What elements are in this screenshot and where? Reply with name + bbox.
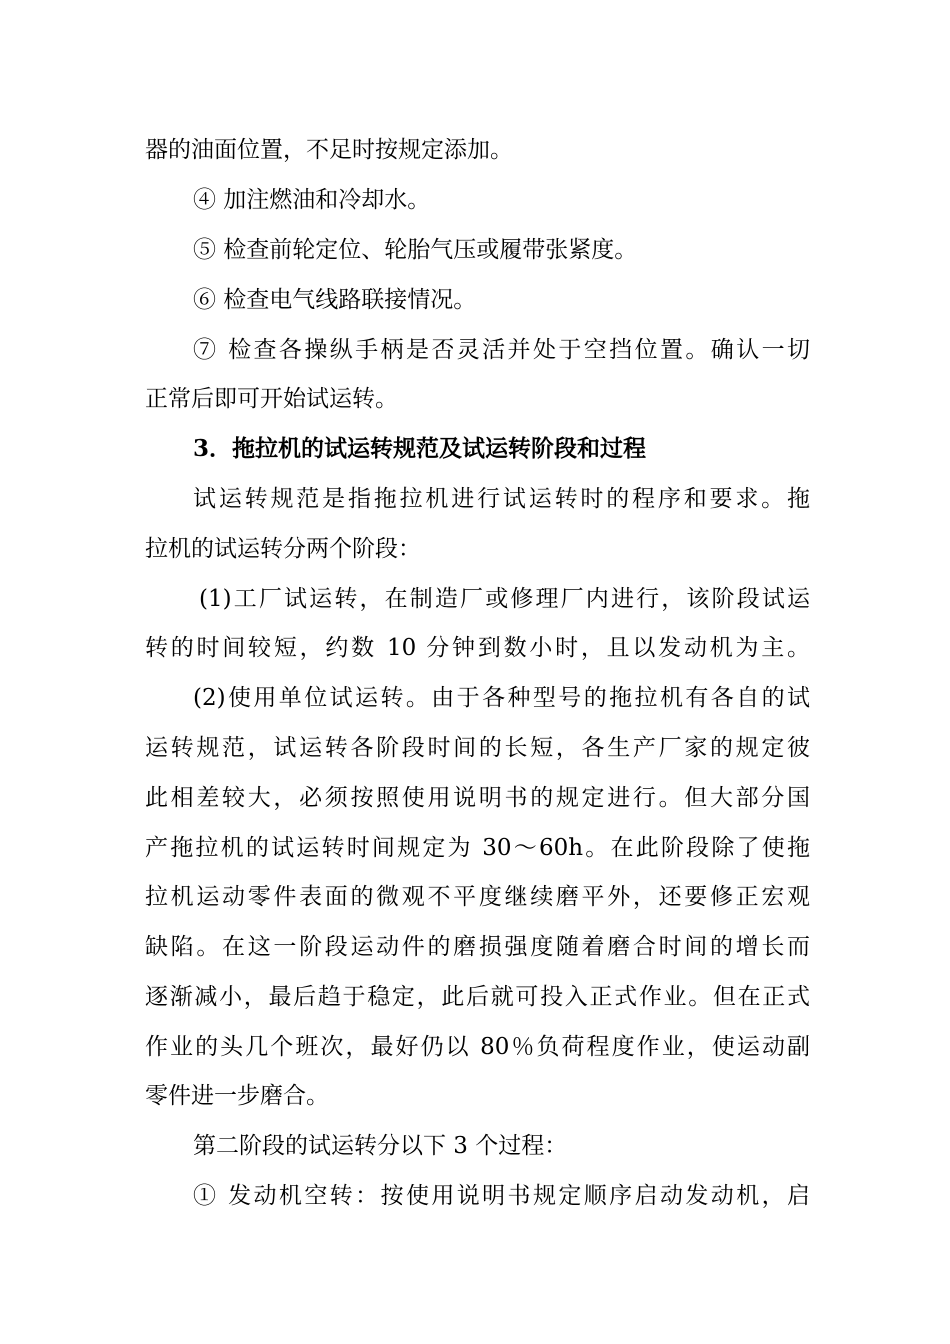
stage-2-line-3: 此相差较大，必须按照使用说明书的规定进行。但大部分国	[145, 785, 810, 811]
list-item-6: ⑥ 检查电气线路联接情况。	[193, 287, 477, 313]
stage-2-line-1: (2)使用单位试运转。由于各种型号的拖拉机有各自的试	[193, 685, 810, 711]
stage-2-line-6: 缺陷。在这一阶段运动件的磨损强度随着磨合时间的增长而	[145, 934, 810, 960]
list-item-7: ⑦ 检查各操纵手柄是否灵活并处于空挡位置。确认一切	[193, 337, 810, 363]
list-item-5: ⑤ 检查前轮定位、轮胎气压或履带张紧度。	[193, 237, 638, 263]
stage-2-line-7: 逐渐减小，最后趋于稳定，此后就可投入正式作业。但在正式	[145, 984, 810, 1010]
stage-2-line-9: 零件进一步磨合。	[145, 1083, 329, 1109]
stage-1-line-1: (1)工厂试运转，在制造厂或修理厂内进行，该阶段试运	[199, 586, 810, 612]
paragraph-line-21: 第二阶段的试运转分以下 3 个过程：	[193, 1133, 568, 1159]
stage-1-line-2: 转的时间较短，约数 10 分钟到数小时，且以发动机为主。	[145, 635, 810, 661]
process-item-1: ① 发动机空转：按使用说明书规定顺序启动发动机，启	[193, 1183, 810, 1209]
paragraph-line-6: 正常后即可开始试运转。	[145, 386, 398, 412]
stage-2-line-4: 产拖拉机的试运转时间规定为 30～60h。在此阶段除了使拖	[145, 835, 810, 861]
paragraph-line-8: 试运转规范是指拖拉机进行试运转时的程序和要求。拖	[193, 486, 810, 512]
stage-2-line-2: 运转规范，试运转各阶段时间的长短，各生产厂家的规定彼	[145, 735, 810, 761]
paragraph-line-1: 器的油面位置，不足时按规定添加。	[145, 137, 513, 163]
stage-2-line-5: 拉机运动零件表面的微观不平度继续磨平外，还要修正宏观	[145, 884, 810, 910]
list-item-4: ④ 加注燃油和冷却水。	[193, 187, 431, 213]
section-heading: 3．拖拉机的试运转规范及试运转阶段和过程	[193, 435, 647, 462]
paragraph-line-9: 拉机的试运转分两个阶段：	[145, 536, 421, 562]
stage-2-line-8: 作业的头几个班次，最好仍以 80％负荷程度作业，使运动副	[145, 1034, 810, 1060]
